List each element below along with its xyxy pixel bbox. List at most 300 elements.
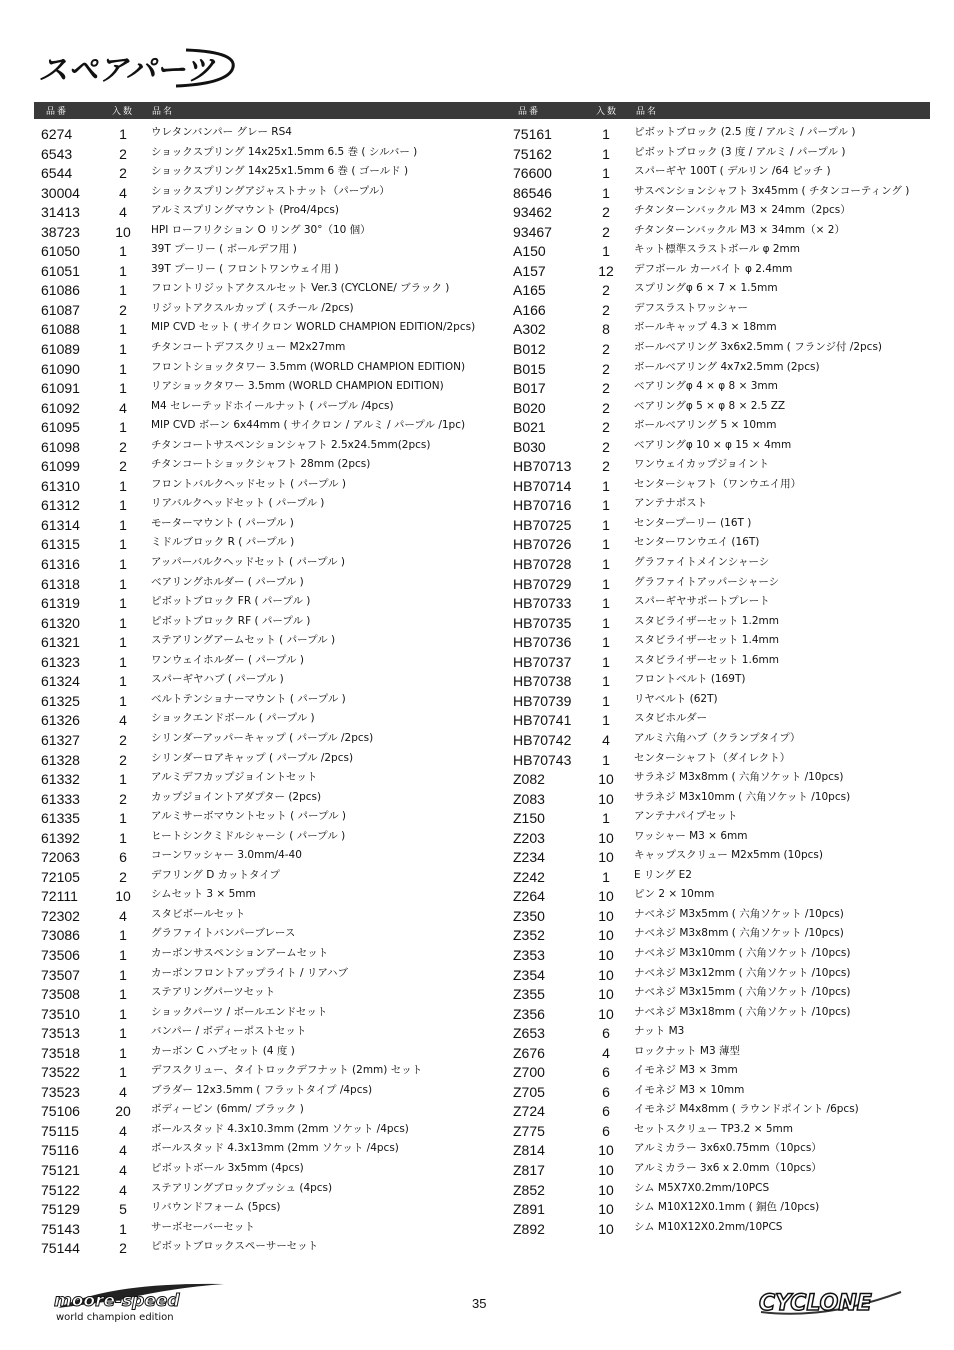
- part-qty: 2: [602, 438, 610, 455]
- part-name: センターシャフト（ワンウエイ用）: [634, 477, 802, 490]
- part-code: 72063: [41, 849, 80, 866]
- part-qty: 1: [119, 243, 127, 260]
- table-row: [41, 279, 501, 299]
- part-qty: 2: [602, 282, 610, 299]
- part-qty: 10: [598, 829, 614, 846]
- part-name: カップジョイントアダプター (2pcs): [151, 790, 322, 803]
- part-code: Z082: [513, 771, 545, 788]
- part-name: ナベネジ M3x8mm ( 六角ソケット /10pcs): [634, 927, 844, 940]
- part-name: キャップスクリュー M2x5mm (10pcs): [634, 849, 823, 862]
- part-name: ボールベアリング 4x7x2.5mm (2pcs): [634, 360, 820, 373]
- part-qty: 2: [602, 301, 610, 318]
- part-qty: 1: [602, 497, 610, 514]
- part-qty: 2: [602, 341, 610, 358]
- table-row: [513, 573, 923, 593]
- table-row: [41, 514, 501, 534]
- part-code: 61321: [41, 634, 80, 651]
- part-code: HB70737: [513, 653, 572, 670]
- part-name: ロックナット M3 薄型: [634, 1044, 740, 1057]
- table-row: [513, 221, 923, 241]
- table-row: [41, 318, 501, 338]
- part-code: Z676: [513, 1044, 545, 1061]
- part-qty: 10: [598, 849, 614, 866]
- table-row: [41, 1237, 501, 1257]
- part-code: 61314: [41, 516, 80, 533]
- table-row: [41, 201, 501, 221]
- part-qty: 1: [602, 165, 610, 182]
- part-code: 6544: [41, 165, 73, 182]
- part-name: ステアリングブロックブッシュ (4pcs): [151, 1181, 333, 1194]
- part-name: グラファイトアッパーシャーシ: [634, 575, 780, 588]
- part-code: 61310: [41, 477, 80, 494]
- part-qty: 1: [119, 810, 127, 827]
- part-qty: 1: [119, 477, 127, 494]
- part-name: スタビライザーセット 1.2mm: [634, 614, 779, 627]
- table-row: [513, 749, 923, 769]
- part-code: B020: [513, 399, 546, 416]
- header-qty-right: 入数: [596, 107, 619, 117]
- part-code: 93467: [513, 223, 552, 240]
- table-row: [513, 807, 923, 827]
- part-name: ピボットブロック FR ( パープル ): [151, 595, 311, 608]
- part-name: グラファイトバンパーブレース: [151, 927, 296, 940]
- part-code: HB70728: [513, 556, 572, 573]
- part-name: ボールキャップ 4.3 × 18mm: [634, 321, 777, 334]
- part-qty: 1: [119, 575, 127, 592]
- part-code: 73522: [41, 1064, 80, 1081]
- part-code: 75161: [513, 126, 552, 142]
- table-row: [513, 358, 923, 378]
- part-code: 61335: [41, 810, 80, 827]
- part-code: 6274: [41, 126, 73, 142]
- part-code: 61316: [41, 556, 80, 573]
- part-qty: 1: [602, 243, 610, 260]
- part-code: 30004: [41, 184, 80, 201]
- part-qty: 4: [119, 399, 127, 416]
- part-code: Z700: [513, 1064, 545, 1081]
- table-row: [513, 1179, 923, 1199]
- table-row: [513, 1061, 923, 1081]
- part-name: ショックスプリング 14x25x1.5mm 6 巻 ( ゴールド ): [151, 165, 409, 178]
- part-qty: 1: [119, 1064, 127, 1081]
- table-row: [513, 260, 923, 280]
- part-code: 61318: [41, 575, 80, 592]
- part-code: 61332: [41, 771, 80, 788]
- part-code: 61090: [41, 360, 80, 377]
- table-row: [41, 768, 501, 788]
- svg-text:world champion edition: world champion edition: [56, 1312, 174, 1323]
- part-name: ワンウェイホルダー ( パープル ): [151, 653, 304, 666]
- part-name: 39T プーリー ( フロントワンウェイ用 ): [151, 262, 339, 275]
- table-row: [513, 846, 923, 866]
- table-row: [513, 1120, 923, 1140]
- part-name: シム M10X12X0.1mm ( 銅色 /10pcs): [634, 1201, 820, 1214]
- table-row: [41, 1061, 501, 1081]
- part-qty: 1: [119, 497, 127, 514]
- table-row: [41, 827, 501, 847]
- table-row: [41, 1081, 501, 1101]
- part-name: ピン 2 × 10mm: [634, 888, 715, 901]
- table-row: [41, 240, 501, 260]
- part-qty: 1: [119, 556, 127, 573]
- part-name: デフボール カーバイト φ 2.4mm: [634, 262, 793, 275]
- table-row: [513, 1198, 923, 1218]
- part-qty: 1: [602, 634, 610, 651]
- part-name: フロントショックタワー 3.5mm (WORLD CHAMPION EDITION): [151, 360, 466, 373]
- table-row: [41, 924, 501, 944]
- part-name: ステアリングパーツセット: [151, 986, 276, 999]
- table-row: [41, 221, 501, 241]
- part-code: 61315: [41, 536, 80, 553]
- part-qty: 1: [119, 829, 127, 846]
- part-name: シム M10X12X0.2mm/10PCS: [634, 1220, 783, 1233]
- table-row: [513, 1218, 923, 1238]
- part-qty: 2: [119, 790, 127, 807]
- part-name: アルミカラー 3x6 x 2.0mm（10pcs）: [634, 1161, 822, 1174]
- table-row: [41, 1159, 501, 1179]
- part-name: チタンターンバックル M3 × 34mm（× 2）: [634, 223, 845, 236]
- part-qty: 1: [602, 673, 610, 690]
- part-name: アルミ六角ハブ（クランプタイプ）: [634, 731, 801, 744]
- part-qty: 1: [119, 946, 127, 963]
- table-row: [513, 670, 923, 690]
- part-code: Z817: [513, 1161, 545, 1178]
- table-row: [41, 1198, 501, 1218]
- part-qty: 1: [119, 1220, 127, 1237]
- table-row: [513, 885, 923, 905]
- part-code: 61327: [41, 731, 80, 748]
- table-row: [513, 1003, 923, 1023]
- part-qty: 1: [602, 653, 610, 670]
- part-name: ショックエンドボール ( パープル ): [151, 712, 315, 725]
- part-qty: 2: [602, 458, 610, 475]
- part-code: 61098: [41, 438, 80, 455]
- part-qty: 2: [602, 223, 610, 240]
- part-name: ミドルブロック R ( パープル ): [151, 536, 295, 549]
- part-name: 39T プーリー ( ボールデフ用 ): [151, 243, 297, 256]
- part-qty: 1: [119, 1005, 127, 1022]
- table-row: [513, 631, 923, 651]
- part-qty: 10: [598, 790, 614, 807]
- part-code: Z355: [513, 986, 545, 1003]
- part-name: モーターマウント ( パープル ): [151, 516, 294, 529]
- part-code: 61324: [41, 673, 80, 690]
- part-qty: 10: [598, 907, 614, 924]
- table-row: [41, 846, 501, 866]
- part-qty: 1: [602, 712, 610, 729]
- part-name: MIP CVD セット ( サイクロン WORLD CHAMPION EDITION/2pcs): [151, 321, 476, 334]
- table-row: [513, 1139, 923, 1159]
- part-name: チタンコートショックシャフト 28mm (2pcs): [151, 458, 371, 471]
- part-code: 73507: [41, 966, 80, 983]
- part-qty: 5: [119, 1201, 127, 1218]
- part-code: 75122: [41, 1181, 80, 1198]
- part-code: 61092: [41, 399, 80, 416]
- table-row: [41, 299, 501, 319]
- part-code: B015: [513, 360, 546, 377]
- part-name: イモネジ M4x8mm ( ラウンドポイント /6pcs): [634, 1103, 859, 1116]
- table-row: [513, 924, 923, 944]
- part-code: HB70736: [513, 634, 572, 651]
- table-row: [41, 338, 501, 358]
- part-name: ベアリングφ 5 × φ 8 × 2.5 ZZ: [634, 399, 786, 412]
- part-name: セットスクリュー TP3.2 × 5mm: [634, 1122, 793, 1135]
- part-qty: 1: [119, 516, 127, 533]
- part-qty: 1: [119, 536, 127, 553]
- part-code: A166: [513, 301, 546, 318]
- part-name: チタンコートデフスクリュー M2x27mm: [151, 341, 346, 354]
- header-qty-left: 入数: [112, 107, 135, 117]
- part-name: ショックパーツ / ボールエンドセット: [151, 1005, 328, 1018]
- part-qty: 1: [119, 126, 127, 142]
- table-row: [41, 690, 501, 710]
- part-qty: 1: [602, 575, 610, 592]
- table-row: [513, 1022, 923, 1042]
- part-qty: 1: [602, 536, 610, 553]
- part-name: カーボンフロントアップライト / リアハブ: [151, 966, 349, 979]
- part-name: アルミカラー 3x6x0.75mm（10pcs）: [634, 1142, 822, 1155]
- table-row: [41, 494, 501, 514]
- part-name: ワンウェイカップジョイント: [634, 458, 770, 471]
- part-code: HB70735: [513, 614, 572, 631]
- part-name: ステアリングアームセット ( パープル ): [151, 634, 336, 647]
- part-qty: 2: [602, 380, 610, 397]
- part-code: Z350: [513, 907, 545, 924]
- table-row: [513, 533, 923, 553]
- part-name: スプリングφ 6 × 7 × 1.5mm: [634, 282, 778, 295]
- part-qty: 4: [119, 204, 127, 221]
- part-name: ナット M3: [634, 1025, 685, 1038]
- table-row: [513, 377, 923, 397]
- part-code: Z354: [513, 966, 545, 983]
- table-row: [41, 553, 501, 573]
- part-code: Z891: [513, 1201, 545, 1218]
- page-title: [36, 42, 246, 92]
- table-row: [41, 416, 501, 436]
- part-qty: 10: [598, 966, 614, 983]
- table-row: [513, 729, 923, 749]
- part-code: Z353: [513, 946, 545, 963]
- table-row: [41, 1139, 501, 1159]
- part-name: チタンターンバックル M3 × 24mm（2pcs）: [634, 204, 851, 217]
- part-code: 75106: [41, 1103, 80, 1120]
- part-code: 75115: [41, 1122, 79, 1139]
- table-row: [41, 436, 501, 456]
- part-qty: 10: [598, 1142, 614, 1159]
- part-qty: 10: [115, 223, 131, 240]
- part-qty: 4: [119, 712, 127, 729]
- part-code: Z150: [513, 810, 545, 827]
- part-qty: 1: [119, 692, 127, 709]
- part-qty: 2: [119, 145, 127, 162]
- svg-text:moore-speed: moore-speed: [54, 1291, 180, 1311]
- part-code: Z264: [513, 888, 545, 905]
- part-qty: 1: [602, 868, 610, 885]
- part-qty: 4: [119, 1181, 127, 1198]
- part-code: HB70713: [513, 458, 572, 475]
- part-code: 61326: [41, 712, 80, 729]
- table-row: [41, 475, 501, 495]
- table-row: [41, 612, 501, 632]
- part-name: ベアリングホルダー ( パープル ): [151, 575, 304, 588]
- part-code: 61325: [41, 692, 80, 709]
- table-row: [41, 1120, 501, 1140]
- part-name: アンテナポスト: [634, 497, 708, 510]
- table-row: [513, 143, 923, 163]
- table-row: [513, 475, 923, 495]
- part-name: リバウンドフォーム (5pcs): [151, 1201, 281, 1214]
- part-code: HB70733: [513, 595, 572, 612]
- part-qty: 8: [602, 321, 610, 338]
- table-row: [41, 651, 501, 671]
- part-code: Z083: [513, 790, 545, 807]
- table-row: [41, 788, 501, 808]
- part-qty: 2: [119, 438, 127, 455]
- part-name: ワッシャー M3 × 6mm: [634, 829, 748, 842]
- part-name: シリンダーアッパーキャップ ( パープル /2pcs): [151, 731, 374, 744]
- table-row: [41, 670, 501, 690]
- part-name: イモネジ M3 × 3mm: [634, 1064, 738, 1077]
- part-name: ベルトテンショナーマウント ( パープル ): [151, 692, 346, 705]
- part-name: ナベネジ M3x18mm ( 六角ソケット /10pcs): [634, 1005, 851, 1018]
- part-code: 75143: [41, 1220, 80, 1237]
- part-name: スパーギヤハブ ( パープル ): [151, 673, 284, 686]
- part-code: 75129: [41, 1201, 80, 1218]
- part-name: リアショックタワー 3.5mm (WORLD CHAMPION EDITION): [151, 380, 444, 393]
- table-row: [41, 807, 501, 827]
- part-name: センターシャフト（ダイレクト）: [634, 751, 791, 764]
- part-name: コーンワッシャー 3.0mm/4-40: [151, 849, 302, 862]
- part-name: デフリング D カットタイプ: [151, 868, 280, 881]
- part-qty: 1: [119, 1044, 127, 1061]
- table-row: [513, 944, 923, 964]
- part-name: アルミスプリングマウント (Pro4/4pcs): [151, 204, 339, 217]
- part-name: ボールベアリング 5 × 10mm: [634, 419, 777, 432]
- part-qty: 1: [602, 810, 610, 827]
- part-qty: 1: [119, 986, 127, 1003]
- part-name: スパーギヤサポートプレート: [634, 595, 770, 608]
- part-code: 61086: [41, 282, 80, 299]
- part-qty: 2: [119, 868, 127, 885]
- part-code: Z653: [513, 1025, 545, 1042]
- part-code: 75144: [41, 1240, 80, 1257]
- table-row: [41, 1042, 501, 1062]
- part-name: リヤベルト (62T): [634, 692, 718, 705]
- part-name: ピボットボール 3x5mm (4pcs): [151, 1161, 304, 1174]
- table-row: [41, 885, 501, 905]
- part-code: Z705: [513, 1083, 545, 1100]
- part-qty: 1: [119, 341, 127, 358]
- part-name: ベアリングφ 10 × φ 15 × 4mm: [634, 438, 792, 451]
- part-qty: 6: [119, 849, 127, 866]
- part-name: ショックスプリングアジャストナット（パープル）: [151, 184, 390, 197]
- table-row: [41, 944, 501, 964]
- table-row: [41, 709, 501, 729]
- table-row: [513, 964, 923, 984]
- table-row: [513, 397, 923, 417]
- table-row: [513, 279, 923, 299]
- part-qty: 2: [602, 204, 610, 221]
- table-row: [41, 260, 501, 280]
- table-row: [41, 631, 501, 651]
- table-row: [41, 749, 501, 769]
- part-name: E リング E2: [634, 868, 692, 881]
- part-name: スタビホルダー: [634, 712, 708, 725]
- part-qty: 1: [119, 360, 127, 377]
- part-name: ピボットブロック (3 度 / アルミ / パープル ): [634, 145, 846, 158]
- part-code: 72111: [41, 888, 78, 905]
- table-row: [41, 592, 501, 612]
- part-qty: 12: [598, 262, 614, 279]
- part-code: HB70726: [513, 536, 572, 553]
- part-code: 75116: [41, 1142, 79, 1159]
- part-qty: 10: [598, 927, 614, 944]
- part-qty: 2: [602, 360, 610, 377]
- part-code: Z352: [513, 927, 545, 944]
- part-name: センターワンウエイ (16T): [634, 536, 760, 549]
- part-code: 61312: [41, 497, 80, 514]
- header-code-left: 品番: [46, 107, 69, 117]
- part-name: ピボットブロックスペーサーセット: [151, 1240, 319, 1253]
- table-row: [41, 905, 501, 925]
- table-row: [513, 436, 923, 456]
- part-code: B030: [513, 438, 546, 455]
- part-qty: 2: [119, 1240, 127, 1257]
- part-qty: 1: [119, 614, 127, 631]
- table-row: [41, 397, 501, 417]
- table-row: [513, 1042, 923, 1062]
- part-code: 76600: [513, 165, 552, 182]
- part-name: アルミサーボマウントセット ( パープル ): [151, 810, 347, 823]
- part-code: HB70716: [513, 497, 572, 514]
- part-qty: 20: [115, 1103, 131, 1120]
- part-code: Z724: [513, 1103, 545, 1120]
- part-code: 61091: [41, 380, 80, 397]
- part-qty: 1: [119, 419, 127, 436]
- part-name: MIP CVD ボーン 6x44mm ( サイクロン / アルミ / パープル /1pc): [151, 419, 466, 432]
- table-row: [41, 533, 501, 553]
- part-name: ベアリングφ 4 × φ 8 × 3mm: [634, 380, 778, 393]
- part-qty: 1: [119, 282, 127, 299]
- part-name: アルミデフカップジョイントセット: [151, 771, 318, 784]
- part-qty: 1: [602, 477, 610, 494]
- part-code: 61095: [41, 419, 80, 436]
- table-row: [513, 182, 923, 202]
- table-row: [513, 768, 923, 788]
- table-row: [41, 143, 501, 163]
- part-qty: 10: [598, 888, 614, 905]
- part-name: M4 セレーテッドホイールナット ( パープル /4pcs): [151, 399, 394, 412]
- part-name: イモネジ M3 × 10mm: [634, 1083, 745, 1096]
- table-row: [513, 612, 923, 632]
- part-qty: 1: [119, 653, 127, 670]
- part-code: 61089: [41, 341, 80, 358]
- table-row: [41, 1022, 501, 1042]
- part-code: 61099: [41, 458, 80, 475]
- part-qty: 1: [119, 634, 127, 651]
- part-qty: 2: [602, 419, 610, 436]
- part-name: ウレタンバンパー グレー RS4: [151, 126, 292, 138]
- part-code: 61050: [41, 243, 80, 260]
- part-name: サーボセーバーセット: [151, 1220, 255, 1233]
- part-name: ショックスプリング 14x25x1.5mm 6.5 巻 ( シルバー ): [151, 145, 418, 158]
- part-qty: 4: [119, 1083, 127, 1100]
- table-row: [41, 358, 501, 378]
- part-code: Z852: [513, 1181, 545, 1198]
- part-name: カーボンサスペンションアームセット: [151, 946, 329, 959]
- table-row: [513, 162, 923, 182]
- part-qty: 1: [602, 516, 610, 533]
